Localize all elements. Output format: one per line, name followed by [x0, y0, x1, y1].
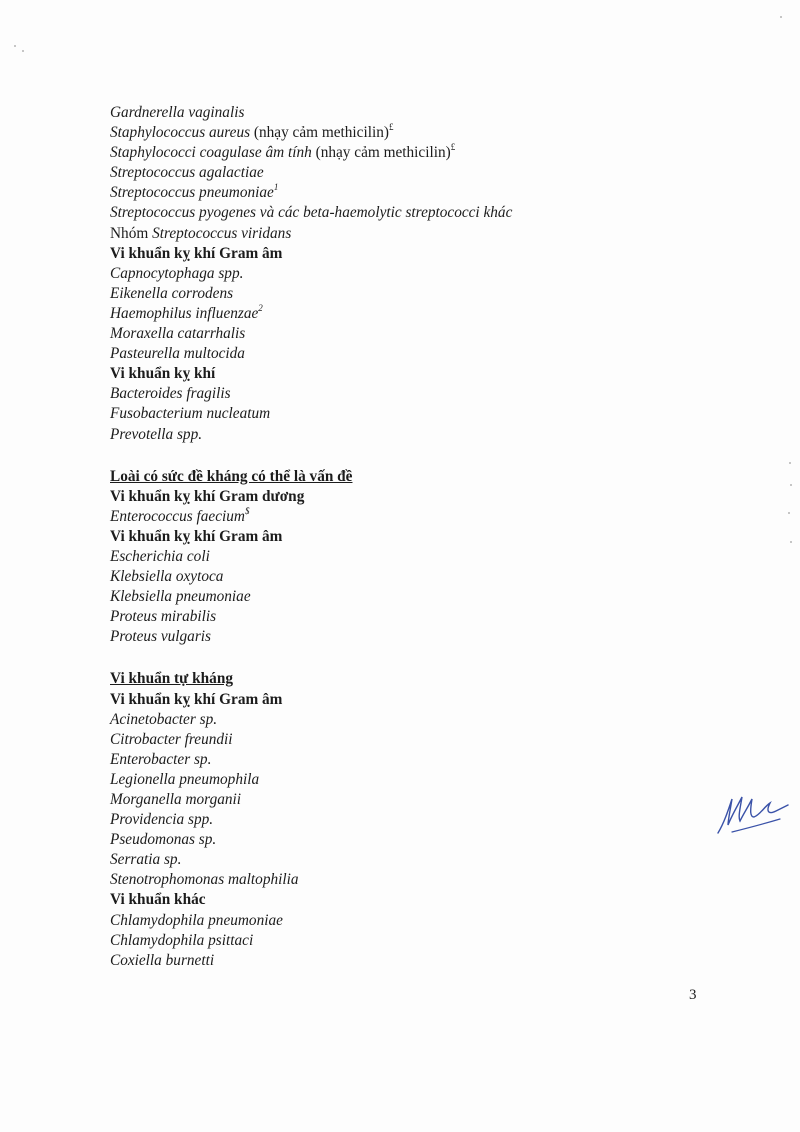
- scan-speck: [788, 512, 790, 514]
- organism-item-chlamydophila-psittaci: [110, 931, 670, 951]
- group-heading-vi-khuan-khac: [110, 890, 670, 910]
- organism-item-fusobacterium-nucleatum: [110, 404, 670, 424]
- organism-item-staphylococcus-aureus-nhay-cam-methicilin: [110, 123, 670, 143]
- organism-item-streptococcus-pneumoniae-1: [110, 183, 670, 203]
- text-run: Vi khuẩn kỵ khí: [110, 365, 216, 383]
- text-run: Eikenella corrodens: [110, 284, 234, 302]
- organism-item-chlamydophila-pneumoniae: [110, 911, 670, 931]
- text-run: Pasteurella multocida: [110, 345, 245, 363]
- scan-speck: [14, 45, 16, 47]
- organism-item-acinetobacter-sp: [110, 710, 670, 730]
- scan-speck: [790, 541, 792, 543]
- text-run: Staphylococci coagulase âm tính: [110, 144, 312, 162]
- text-run: Acinetobacter sp.: [110, 710, 218, 728]
- text-run: Vi khuẩn kỵ khí Gram âm: [110, 690, 283, 708]
- scan-speck: [22, 50, 24, 52]
- organism-item-escherichia-coli: [110, 547, 670, 567]
- scan-speck: [780, 16, 782, 18]
- text-run: Chlamydophila psittaci: [110, 931, 254, 949]
- organism-item-coxiella-burnetti: [110, 951, 670, 971]
- text-run: Vi khuẩn kỵ khí Gram âm: [110, 244, 283, 262]
- section-susceptible-species: [110, 103, 670, 445]
- text-run: (nhạy cảm methicilin): [250, 124, 389, 142]
- text-run: Chlamydophila pneumoniae: [110, 911, 283, 929]
- organism-item-proteus-vulgaris: [110, 627, 670, 647]
- text-run: Proteus mirabilis: [110, 608, 217, 626]
- text-run: (nhạy cảm methicilin): [311, 144, 451, 162]
- text-run: Streptococcus pyogenes và các beta-haemolytic streptococci khác: [110, 204, 513, 222]
- text-run: Klebsiella oxytoca: [110, 568, 224, 586]
- organism-list: [110, 103, 670, 971]
- text-run: Loài có sức đề kháng có thể là vấn đề: [110, 467, 353, 485]
- text-run: Vi khuẩn kỵ khí Gram dương: [110, 487, 305, 505]
- text-run: Morganella morganii: [110, 791, 242, 808]
- footnote-marker: £: [450, 142, 456, 153]
- section-heading-vi-khuan-tu-khang: [110, 669, 670, 689]
- organism-item-enterobacter-sp: [110, 750, 670, 770]
- organism-item-enterococcus-faecium: [110, 507, 670, 527]
- text-run: Providencia spp.: [110, 811, 214, 829]
- organism-item-legionella-pneumophila: [110, 770, 670, 790]
- text-run: Escherichia coli: [110, 547, 210, 565]
- group-heading-vi-khuan-ky-khi-gram-am: [110, 690, 670, 710]
- text-run: Staphylococcus aureus: [110, 124, 251, 142]
- text-run: Capnocytophaga spp.: [110, 264, 244, 282]
- text-run: Enterococcus faecium: [110, 507, 245, 525]
- scan-speck: [790, 484, 792, 486]
- page-number: 3: [689, 987, 697, 1003]
- organism-item-haemophilus-influenzae-2: [110, 304, 670, 324]
- text-run: Stenotrophomonas maltophilia: [110, 871, 299, 889]
- text-run: Streptococcus pneumoniae: [110, 184, 274, 202]
- text-run: Legionella pneumophila: [110, 770, 260, 788]
- organism-item-morganella-morganii: [110, 790, 670, 810]
- organism-item-eikenella-corrodens: [110, 284, 670, 304]
- footnote-marker: $: [244, 505, 250, 516]
- text-run: Vi khuẩn kỵ khí Gram âm: [110, 527, 283, 545]
- section-gap: [110, 647, 670, 669]
- organism-item-providencia-spp: [110, 810, 670, 830]
- organism-item-klebsiella-oxytoca: [110, 567, 670, 587]
- group-heading-vi-khuan-ky-khi-gram-am: [110, 527, 670, 547]
- text-run: Enterobacter sp.: [110, 750, 212, 768]
- text-run: Klebsiella pneumoniae: [110, 588, 251, 606]
- group-heading-vi-khuan-ky-khi-gram-am: [110, 244, 670, 264]
- text-run: Vi khuẩn khác: [110, 891, 206, 909]
- organism-item-bacteroides-fragilis: [110, 384, 670, 404]
- organism-item-nhom-streptococcus-viridans: [110, 224, 670, 244]
- text-run: Prevotella spp.: [110, 425, 203, 443]
- organism-item-citrobacter-freundii: [110, 730, 670, 750]
- footnote-marker: 2: [258, 302, 263, 313]
- section-gap: [110, 445, 670, 467]
- organism-item-pasteurella-multocida: [110, 344, 670, 364]
- text-run: Serratia sp.: [110, 851, 182, 869]
- organism-item-pseudomonas-sp: [110, 830, 670, 850]
- section-intrinsic-resistance: [110, 669, 670, 970]
- organism-item-stenotrophomonas-maltophilia: [110, 870, 670, 890]
- organism-item-streptococcus-agalactiae: [110, 163, 670, 183]
- organism-item-streptococcus-pyogenes-va-cac-beta-haemolytic-streptococci-khac: [110, 203, 670, 223]
- text-run: Gardnerella vaginalis: [110, 104, 245, 121]
- signature-icon: [714, 785, 790, 841]
- organism-item-moraxella-catarrhalis: [110, 324, 670, 344]
- organism-item-prevotella-spp: [110, 425, 670, 445]
- text-run: Proteus vulgaris: [110, 628, 211, 646]
- text-run: Citrobacter freundii: [110, 730, 233, 748]
- footnote-marker: £: [388, 122, 394, 133]
- section-possible-resistance: [110, 467, 670, 648]
- text-run: Streptococcus viridans: [152, 224, 292, 242]
- organism-item-proteus-mirabilis: [110, 607, 670, 627]
- organism-item-gardnerella-vaginalis: [110, 103, 670, 123]
- organism-item-capnocytophaga-spp: [110, 264, 670, 284]
- text-run: Coxiella burnetti: [110, 951, 215, 969]
- section-heading-loai-co-suc-de-khang-co-the-la-van-de: [110, 467, 670, 487]
- text-run: Fusobacterium nucleatum: [110, 405, 271, 423]
- footnote-marker: 1: [273, 182, 279, 193]
- text-run: Streptococcus agalactiae: [110, 164, 264, 182]
- text-run: Vi khuẩn tự kháng: [110, 670, 233, 688]
- organism-item-staphylococci-coagulase-am-tinh-nhay-cam-methicilin: [110, 143, 670, 163]
- organism-item-serratia-sp: [110, 850, 670, 870]
- text-run: Nhóm: [110, 224, 153, 242]
- group-heading-vi-khuan-ky-khi-gram-duong: [110, 487, 670, 507]
- scan-speck: [789, 462, 791, 464]
- text-run: Bacteroides fragilis: [110, 385, 231, 403]
- text-run: Haemophilus influenzae: [110, 304, 259, 322]
- organism-item-klebsiella-pneumoniae: [110, 587, 670, 607]
- text-run: Moraxella catarrhalis: [110, 325, 246, 343]
- group-heading-vi-khuan-ky-khi: [110, 364, 670, 384]
- text-run: Pseudomonas sp.: [110, 831, 217, 849]
